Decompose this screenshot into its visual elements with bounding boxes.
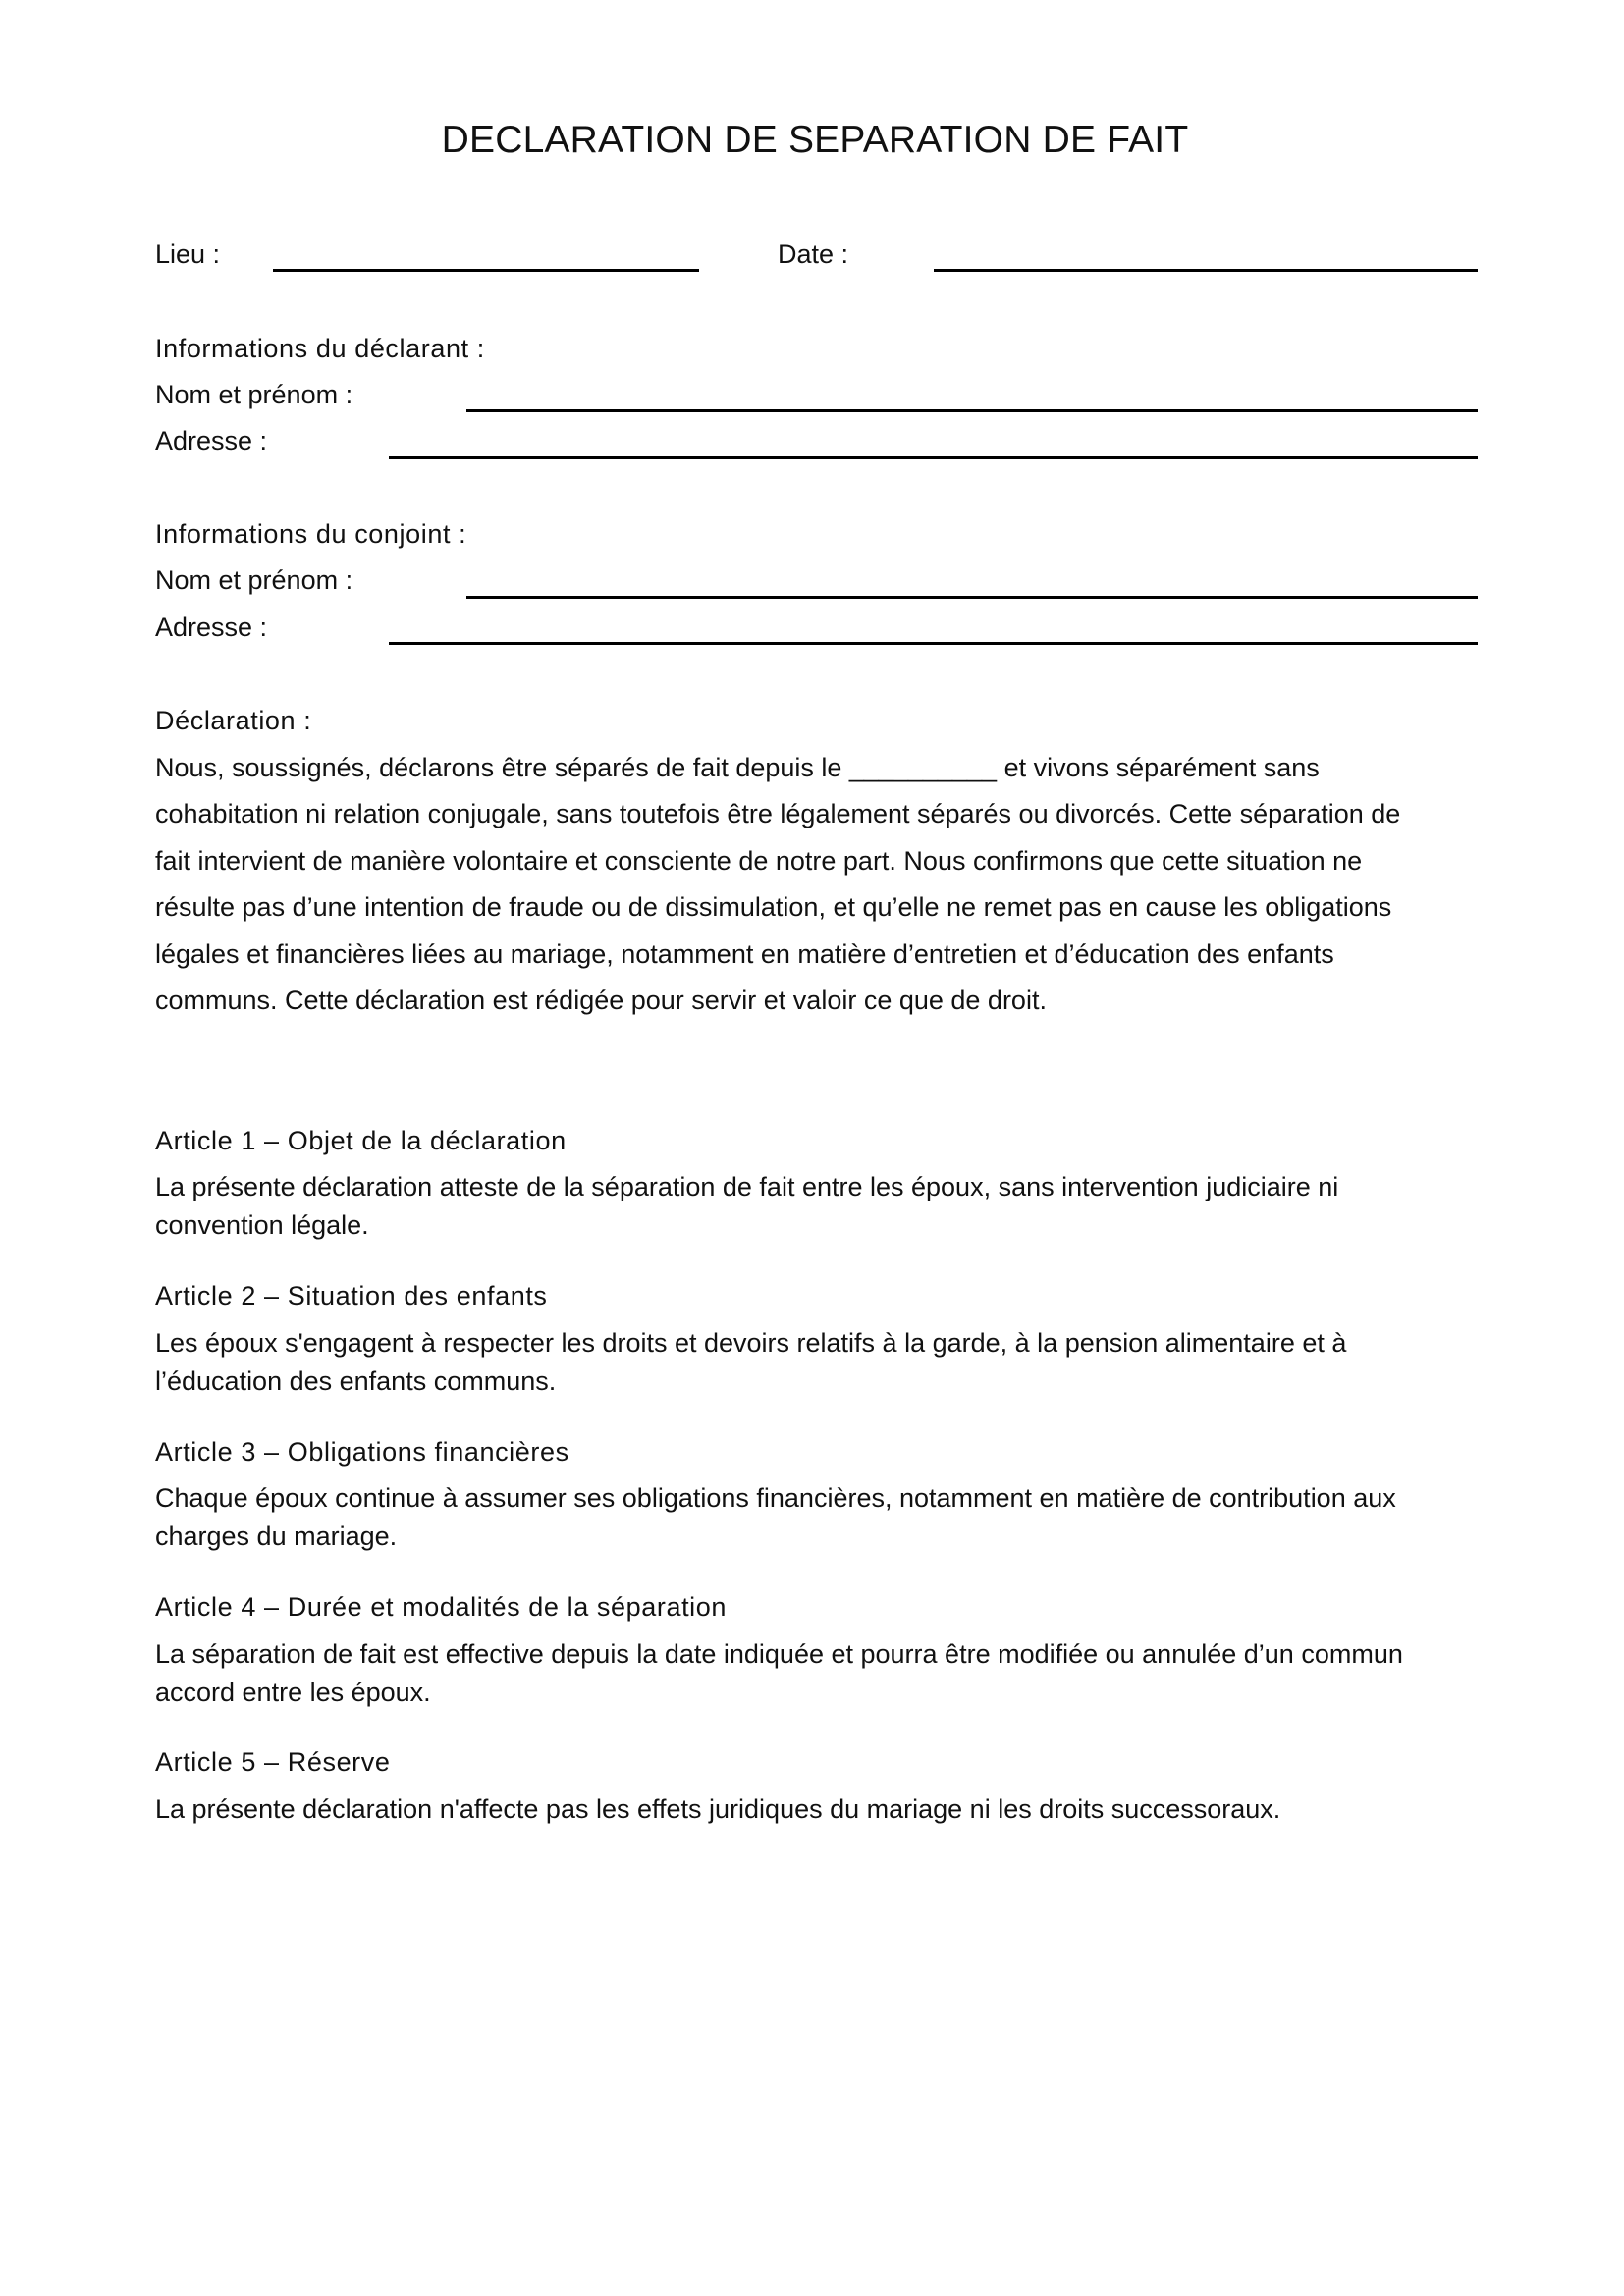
document-title: DECLARATION DE SEPARATION DE FAIT [441, 119, 1189, 161]
lieu-label: Lieu : [155, 240, 221, 269]
article-heading: Article 1 – Objet de la déclaration [155, 1126, 567, 1155]
article-line: accord entre les époux. [155, 1678, 431, 1707]
article-heading: Article 3 – Obligations financières [155, 1437, 569, 1467]
declaration-line: légales et financières liées au mariage, notamment en matière d’entretien et d’éducation des enfants [155, 939, 1334, 969]
date-label: Date : [778, 240, 849, 269]
conjoint-name-field[interactable] [466, 596, 1478, 599]
article-line: Chaque époux continue à assumer ses obligations financières, notamment en matière de contribution aux [155, 1483, 1396, 1513]
declaration-heading: Déclaration : [155, 706, 312, 735]
declarant-address-label: Adresse : [155, 426, 268, 455]
date-field[interactable] [934, 269, 1478, 272]
article-line: La présente déclaration n'affecte pas les effets juridiques du mariage ni les droits successoraux. [155, 1794, 1281, 1824]
article-line: l’éducation des enfants communs. [155, 1366, 557, 1396]
conjoint-address-field[interactable] [389, 642, 1478, 645]
declaration-line: résulte pas d’une intention de fraude ou de dissimulation, et qu’elle ne remet pas en cause les obligations [155, 892, 1392, 922]
article-heading: Article 5 – Réserve [155, 1747, 391, 1777]
article-heading: Article 4 – Durée et modalités de la séparation [155, 1592, 728, 1622]
conjoint-heading: Informations du conjoint : [155, 519, 467, 549]
conjoint-name-label: Nom et prénom : [155, 565, 353, 595]
declarant-name-field[interactable] [466, 409, 1478, 412]
article-line: convention légale. [155, 1210, 369, 1240]
declaration-line: fait intervient de manière volontaire et consciente de notre part. Nous confirmons que cette situation ne [155, 846, 1363, 876]
article-line: La présente déclaration atteste de la séparation de fait entre les époux, sans intervention judiciaire ni [155, 1172, 1339, 1201]
declaration-line: communs. Cette déclaration est rédigée pour servir et valoir ce que de droit. [155, 986, 1047, 1015]
article-line: La séparation de fait est effective depuis la date indiquée et pourra être modifiée ou annulée d’un commun [155, 1639, 1403, 1669]
conjoint-address-label: Adresse : [155, 613, 268, 642]
declaration-line: cohabitation ni relation conjugale, sans toutefois être légalement séparés ou divorcés. Cette séparation de [155, 799, 1401, 828]
declaration-line: Nous, soussignés, déclarons être séparés de fait depuis le __________ et vivons séparément sans [155, 753, 1320, 782]
declarant-address-field[interactable] [389, 456, 1478, 459]
lieu-field[interactable] [273, 269, 699, 272]
declarant-name-label: Nom et prénom : [155, 380, 353, 409]
article-line: charges du mariage. [155, 1522, 398, 1551]
declarant-heading: Informations du déclarant : [155, 334, 485, 363]
article-heading: Article 2 – Situation des enfants [155, 1281, 548, 1310]
article-line: Les époux s'engagent à respecter les droits et devoirs relatifs à la garde, à la pension alimentaire et à [155, 1328, 1347, 1358]
